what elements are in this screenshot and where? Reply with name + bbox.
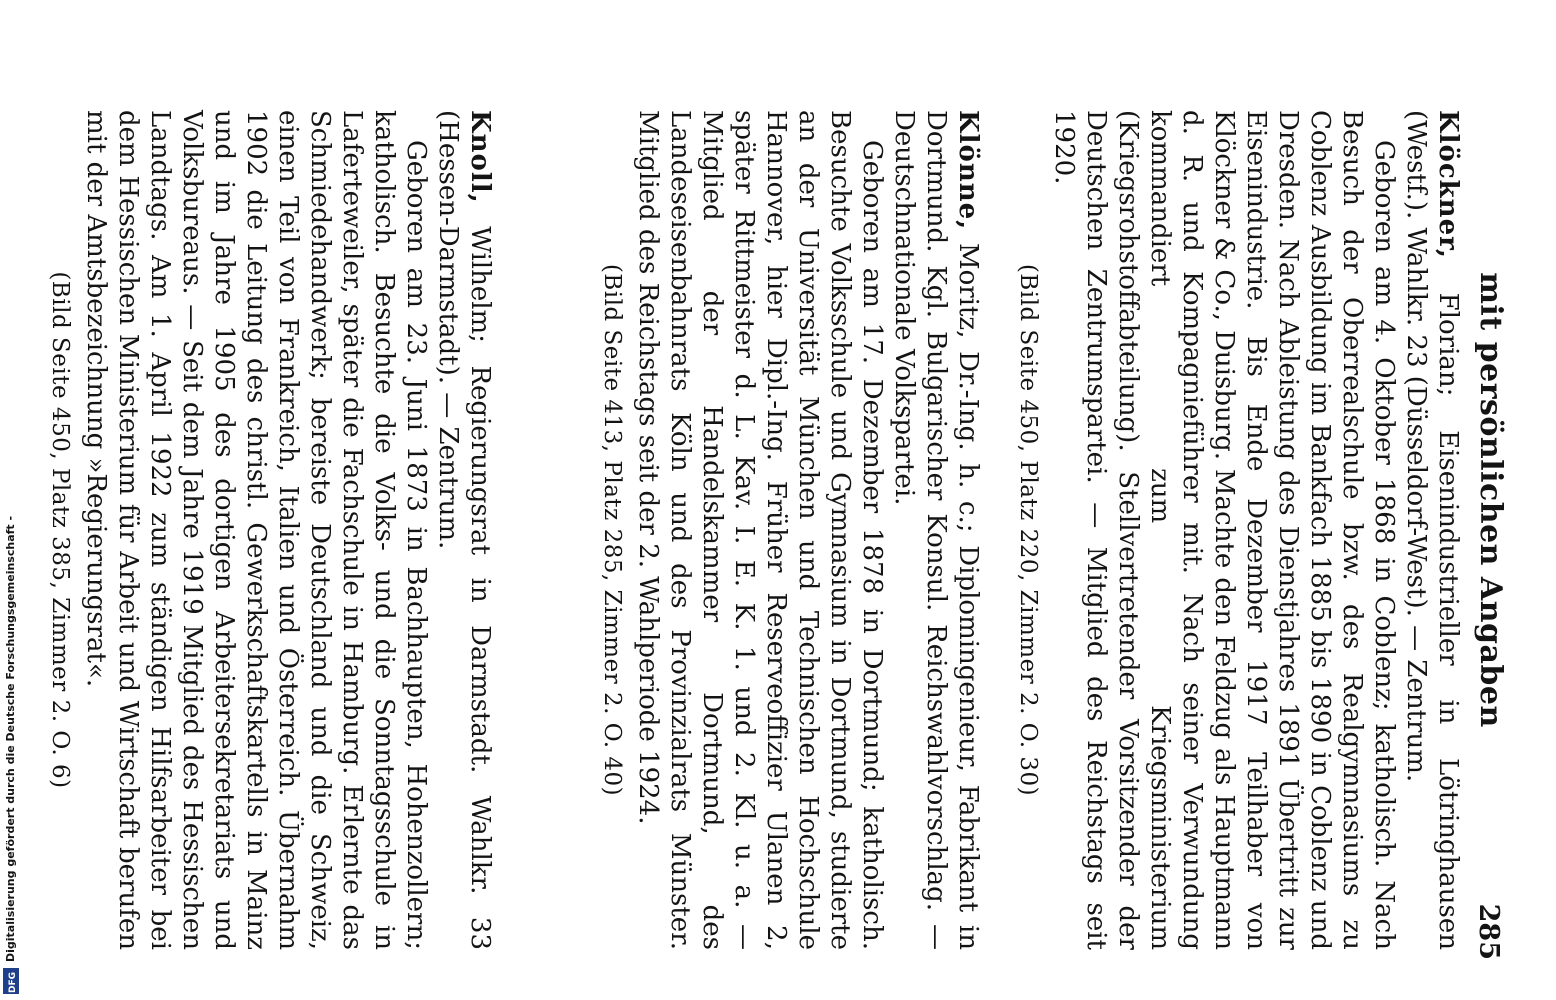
entry-knoll <box>44 110 496 950</box>
entry-lead-text: Moritz, Dr.-Ing. h. c.; Diplomingenieur, Fabrikant in Dortmund. Kgl. Bulgarischer Konsul. Reichswahlvorschlag. — Deutschnationale Volkspartei. <box>889 110 983 950</box>
entry-lead <box>888 110 984 950</box>
entry-body: Geboren am 17. Dezember 1878 in Dortmund; katholisch. Besuchte Volksschule und Gymnasium in Dortmund, studierte an der Universität München und Technischen Hochschule Hannover, hier Dipl.-Ing. Früher Reserveoffizier Ulanen 2, später Rittmeister d. L. Kav. I. E. K. 1. und 2. Kl. u. a. — Mitglied der Handelskammer Dortmund, des Landeseisenbahnrats Köln und des Provinzialrats Münster. Mitglied des Reichstags seit der 2. Wahlperiode 1924. <box>633 110 887 950</box>
entry-body: Geboren am 23. Juni 1873 in Bachhaupten, Hohenzollern; katholisch. Besuchte die Volks- und die Sonntagsschule in Laferteweiler, später die Fachschule in Hamburg. Erlernte das Schmiedehandwerk; bereiste Deutschland und die Schweiz, einen Teil von Frankreich, Italien und Österreich. Übernahm 1902 die Leitung des christl. Gewerkschaftskartells in Mainz und im Jahre 1905 des dortigen Arbeitersekretariats und Volksbureaus. — Seit dem Jahre 1919 Mitglied des Hessischen Landtags. Am 1. April 1922 zum ständigen Hilfsarbeiter bei dem Hessischen Ministerium für Arbeit und Wirtschaft berufen mit der Amtsbezeichnung »Regierungsrat«. <box>81 110 431 950</box>
entry-lead-text: Wilhelm; Regierungsrat in Darmstadt. Wahlkr. 33 (Hessen-Darmstadt). — Zentrum. <box>433 110 495 951</box>
dfg-credit-text: Digitalisierung gefördert durch die Deutsche Forschungsgemeinschaft - <box>4 515 17 962</box>
entry-klonne <box>596 110 984 950</box>
entry-body: Geboren am 4. Oktober 1868 in Coblenz; katholisch. Nach Besuch der Oberrealschule bzw. des Realgymnasiums zu Coblenz Ausbildung im Bankfach 1885 bis 1890 in Coblenz und Dresden. Nach Ableistung des Dienstjahres 1891 Übertritt zur Eisenindustrie. Bis Ende Dezember 1917 Teilhaber von Klöckner & Co., Duisburg. Machte den Feldzug als Hauptmann d. R. und Kompagnieführer mit. Nach seiner Verwundung kommandiert zum Kriegsministerium (Kriegsrohstoffabteilung). Stellvertretender Vorsitzender der Deutschen Zentrumspartei. — Mitglied des Reichstags seit 1920. <box>1049 110 1399 950</box>
entry-image-reference: (Bild Seite 413, Platz 285, Zimmer 2. O. 40) <box>599 263 625 797</box>
entry-lead-text: Florian; Eisenindustrieller in Lötringhausen (Westf.). Wahlkr. 23 (Düsseldorf-West). — Zentrum. <box>1401 110 1463 951</box>
page-header-title: mit persönlichen Angaben <box>1473 272 1508 728</box>
dfg-credit-strip <box>0 0 24 1000</box>
entry-name: Klöckner, <box>1433 110 1463 259</box>
entry-lead <box>432 110 496 950</box>
dfg-logo-icon <box>3 968 19 994</box>
entry-klockner <box>1012 110 1464 950</box>
entry-name: Klönne, <box>953 110 983 231</box>
entry-image-reference: (Bild Seite 450, Platz 220, Zimmer 2. O. 30) <box>1015 263 1041 797</box>
page-number: 285 <box>1473 903 1504 960</box>
entry-image-reference: (Bild Seite 450, Platz 385, Zimmer 2. O. 6) <box>47 271 73 789</box>
dfg-logo-text: DFG <box>8 971 18 993</box>
entry-lead <box>1400 110 1464 950</box>
entry-name: Knoll, <box>465 110 495 204</box>
